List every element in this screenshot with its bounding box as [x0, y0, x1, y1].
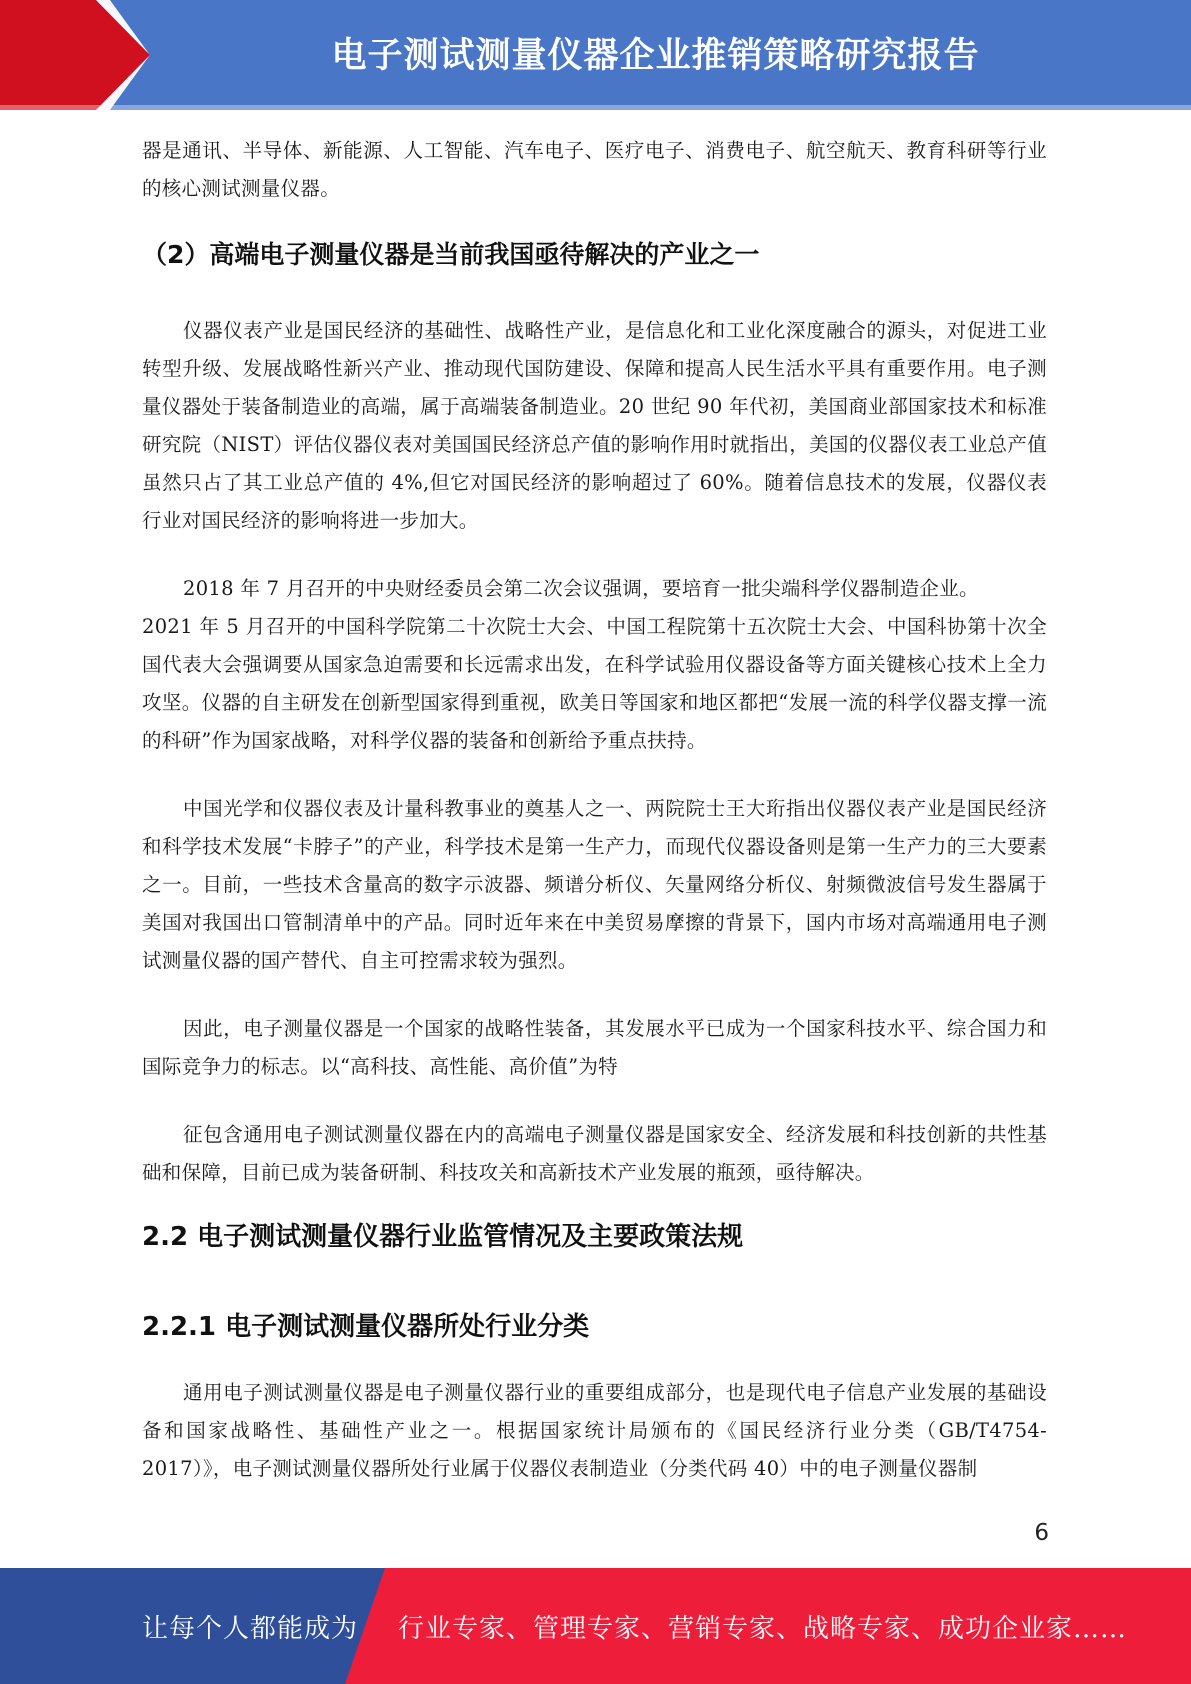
document-body: [142, 132, 1047, 1488]
page-footer: [0, 1568, 1191, 1684]
paragraph-industry-classification: 通用电子测试测量仪器是电子测量仪器行业的重要组成部分，也是现代电子信息产业发展的基础设备和国家战略性、基础性产业之一。根据国家统计局颁布的《国民经济行业分类（GB/T4754-2017）》，电子测试测量仪器所处行业属于仪器仪表制造业（分类代码 40）中的电子测量仪器制: [142, 1381, 1047, 1480]
section-heading-2-2-1: 2.2.1 电子测试测量仪器所处行业分类: [142, 1312, 590, 1342]
paragraph-common-foundation: 征包含通用电子测试测量仪器在内的高端电子测量仪器是国家安全、经济发展和科技创新的共性基础和保障，目前已成为装备研制、科技攻关和高新技术产业发展的瓶颈，亟待解决。: [142, 1123, 1047, 1184]
paragraph-industry-importance: 仪器仪表产业是国民经济的基础性、战略性产业，是信息化和工业化深度融合的源头，对促进工业转型升级、发展战略性新兴产业、推动现代国防建设、保障和提高人民生活水平具有重要作用。电子测量仪器处于装备制造业的高端，属于高端装备制造业。20 世纪 90 年代初，美国商业部国家技术和标准研究院（NIST）评估仪器仪表对美国国民经济总产值的影响作用时就指出，美国的仪器仪表工业总产值虽然只占了其工业总产值的 4%,但它对国民经济的影响超过了 60%。随着信息技术的发展，仪器仪表行业对国民经济的影响将进一步加大。: [142, 319, 1047, 532]
footer-slogan-right: 行业专家、管理专家、营销专家、战略专家、成功企业家……: [398, 1613, 1128, 1644]
page-number: 6: [1034, 1520, 1049, 1546]
subheading-high-end-instruments: （2）高端电子测量仪器是当前我国亟待解决的产业之一: [142, 240, 760, 269]
paragraph-2018-meeting: 2018 年 7 月召开的中央财经委员会第二次会议强调，要培育一批尖端科学仪器制造企业。: [183, 577, 979, 600]
paragraph-intro: 器是通讯、半导体、新能源、人工智能、汽车电子、医疗电子、消费电子、航空航天、教育科研等行业的核心测试测量仪器。: [142, 139, 1047, 200]
paragraph-wang-daheng: 中国光学和仪器仪表及计量科教事业的奠基人之一、两院院士王大珩指出仪器仪表产业是国民经济和科学技术发展“卡脖子”的产业，科学技术是第一生产力，而现代仪器设备则是第一生产力的三大要素之一。目前，一些技术含量高的数字示波器、频谱分析仪、矢量网络分析仪、射频微波信号发生器属于美国对我国出口管制清单中的产品。同时近年来在中美贸易摩擦的背景下，国内市场对高端通用电子测试测量仪器的国产替代、自主可控需求较为强烈。: [142, 797, 1047, 972]
header-bottom-line: [0, 105, 1191, 110]
paragraph-2021-conference: 2021 年 5 月召开的中国科学院第二十次院士大会、中国工程院第十五次院士大会、中国科协第十次全国代表大会强调要从国家急迫需要和长远需求出发，在科学试验用仪器设备等方面关键核心技术上全力攻坚。仪器的自主研发在创新型国家得到重视，欧美日等国家和地区都把“发展一流的科学仪器支撑一流的科研”作为国家战略，对科学仪器的装备和创新给予重点扶持。: [142, 615, 1047, 752]
report-title: 电子测试测量仪器企业推销策略研究报告: [331, 35, 980, 76]
footer-slogan-left: 让每个人都能成为: [142, 1613, 359, 1644]
paragraph-strategic-equipment: 因此，电子测量仪器是一个国家的战略性装备，其发展水平已成为一个国家科技水平、综合国力和国际竞争力的标志。以“高科技、高性能、高价值”为特: [142, 1017, 1047, 1078]
section-heading-2-2: 2.2 电子测试测量仪器行业监管情况及主要政策法规: [142, 1222, 744, 1252]
page-header: [0, 0, 1191, 110]
